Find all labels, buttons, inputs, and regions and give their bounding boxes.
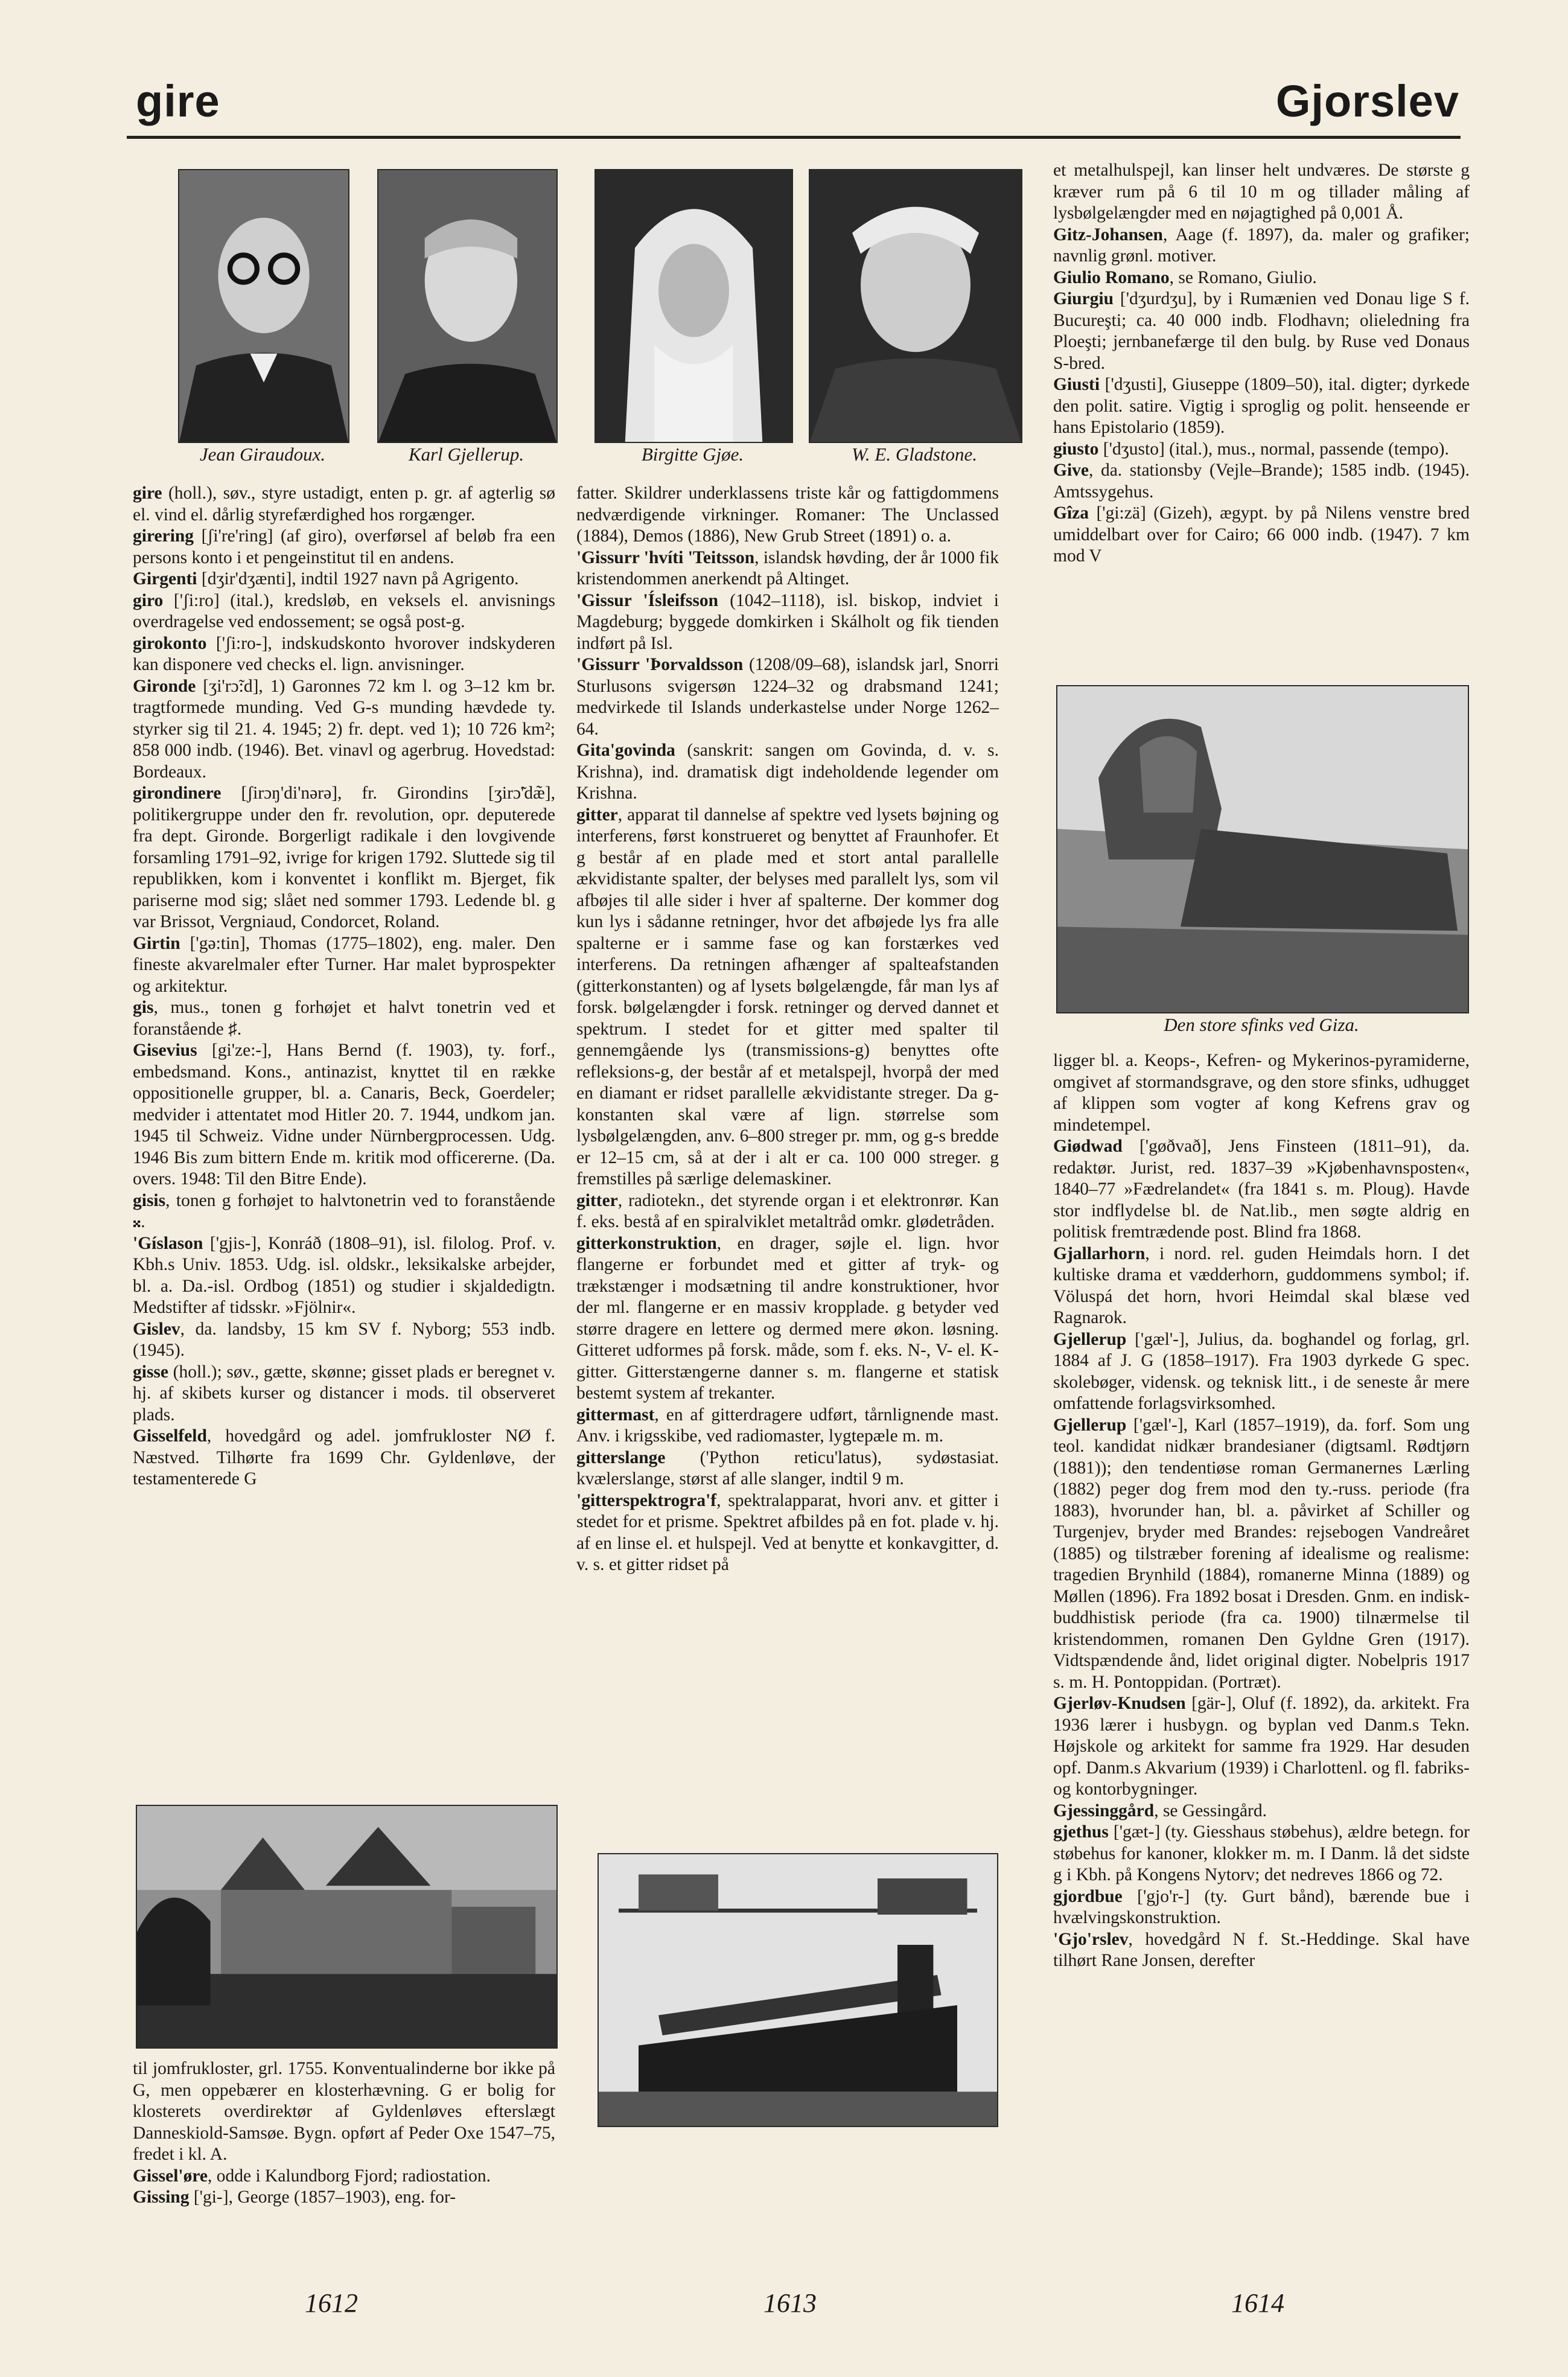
guide-word-left: gire [136,76,220,126]
entry-gjellerup-julius: Gjellerup ['gæl'-], Julius, da. boghandel og forlag, grl. 1884 af J. G (1858–1917). Fra 1903 dyrkede G spec. skolebøger, vidensk. og teknisk litt., i de seneste år mere omfattende forlagsvirksomhed. [1053,1329,1470,1413]
entry-gitterkonstruktion: gitterkonstruktion, en drager, søjle el. lign. hvor flangerne er forbundet med et gitter af tryk- og trækstænger i modsætning til andre konstruktioner, hvor der ml. flangerne er en massiv kropplade. g betyder ved større dragere en lettere og dermed mere økon. løsning. Gitteret udformes på forsk. måde, som f. eks. N-, V- el. K-gitter. Gitterstængerne danner s. m. flangerne et statisk bestemt system af trekanter. [576,1233,999,1403]
entry-gjellerup-karl: Gjellerup ['gæl'-], Karl (1857–1919), da. forf. Som ung teol. kandidat nidkær brandesianer (digtsaml. Rødtjørn (1881)); den tendentiøse roman Germanernes Lærling (1882) peger dog frem mod den ty.-russ. periode (fra 1883), hvorunder han, bl. a. påvirket af Schiller og Turgenjev, bryder med Brandes: rejsebogen Vandreåret (1885) og tilstræber forening af idealisme og realisme: tragedien Brynhild (1884), romanerne Minna (1889) og Møllen (1896). Fra 1892 bosat i Dresden. Gnm. en indisk-buddhistisk periode (fra ca. 1900) tilnærmelse til kristendommen, romanen Den Gyldne Gren (1917). Vidtspændende ånd, lidet original digter. Nobelpris 1917 s. m. H. Pontoppidan. (Portræt). [1053,1415,1470,1692]
portrait-giraudoux [178,169,349,443]
entry-gislason: 'Gíslason ['gjis-], Konráð (1808–91), isl. filolog. Prof. v. Kbh.s Univ. 1853. Udg. isl. oldskr., leksikalske arbejder, bl. a. Da.-isl. Ordbog (1851) og studier i skjaldedigtn. Medstifter af tidsskr. »Fjölnir«. [133,1233,555,1317]
entry-giza: Gîza ['gi:zä] (Gizeh), ægypt. by på Nilens venstre bred umiddelbart over for Cairo; 66 000 indb. (1947). 7 km mod V [1053,503,1470,566]
entry-gisse: gisse (holl.); søv., gætte, skønne; gisset plads er beregnet v. hj. af skibets kurser og distancer i mods. til observeret plads. [133,1362,555,1425]
portrait-gjellerup [377,169,558,443]
entry-give: Give, da. stationsby (Vejle–Brande); 1585 indb. (1945). Amtssygehus. [1053,461,1470,502]
page-number-1614: 1614 [1231,2288,1284,2318]
entry-gironde: Gironde [ʒi'rɔ̃:d], 1) Garonnes 72 km l. og 3–12 km br. tragtformede munding. Ved G-s munding hævdede ty. styrker sig til 21. 4. 1945; 2) fr. dept. ved 1); 10 726 km²; 858 000 indb. (1946). Bet. vinavl og agerbrug. Hovedstad: Bordeaux. [133,676,555,782]
column-3 [1053,160,1470,567]
guide-word-right: Gjorslev [1275,76,1459,126]
entry-gissurr-thorvaldsson: 'Gissurr 'Þorvaldsson (1208/09–68), islandsk jarl, Snorri Sturlusons svigersøn 1224–32 og drabsmand 1241; medvirkede til Islands underkastelse under Norge 1262–64. [576,655,999,739]
entry-girokonto: girokonto ['ʃi:ro-], indskudskonto hvorover indskyderen kan disponere ved checks el. lign. anvisninger. [133,633,555,674]
entry-gitterslange: gitterslange ('Python reticu'latus), sydøstasiat. kvælerslange, størst af alle slanger, indtil 9 m. [576,1447,999,1488]
caption-giraudoux: Jean Giraudoux. [199,444,326,465]
photo-spectrograph [598,1853,998,2127]
entry-gissurr-hviti: 'Gissurr 'hvíti 'Teitsson, islandsk høvding, der år 1000 fik kristendommen anerkendt på Altinget. [576,547,999,589]
column-1 [133,483,555,1490]
entry-gitterspektrograf-cont: et metalhulspejl, kan linser helt undværes. De største g kræver rum på 6 til 10 m og tillader måling af lysbølgelængder med en nøjagtighed på 0,001 Å. [1053,161,1470,223]
entry-gittermast: gittermast, en af gitterdragere udført, tårnlignende mast. Anv. i krigsskibe, ved radiomaster, lygtepæle m. m. [576,1405,999,1446]
entry-gioedwad: Giødwad ['gøðvað], Jens Finsteen (1811–91), da. redaktør. Jurist, red. 1837–39 »Kjøbenhavnsposten«, 1840–77 »Fædrelandet« (fra 1841 s. m. Ploug). Havde stor indflydelse bl. de Nat.lib., men søgte aldrig en politisk fremtrædende post. Blind fra 1868. [1053,1137,1470,1242]
entry-gissing: Gissing ['gi-], George (1857–1903), eng. for- [133,2187,456,2207]
header-rule [127,136,1461,139]
entry-gitz-johansen: Gitz-Johansen, Aage (f. 1897), da. maler og grafiker; navnlig grønl. motiver. [1053,225,1470,266]
caption-sphinx: Den store sfinks ved Giza. [1164,1014,1359,1035]
entry-giurgiu: Giurgiu ['dʒurdʒu], by i Rumænien ved Donau lige S f. Bucureşti; ca. 40 000 indb. Flodhavn; olieledning fra Ploeşti; jernbanefærge til den bulg. by Ruse ved Donaus S-bred. [1053,289,1470,373]
entry-girtin: Girtin ['gə:tin], Thomas (1775–1802), eng. maler. Den fineste akvarelmaler efter Turner. Har malet byprospekter og arkitektur. [133,933,555,996]
column-3-continued [1053,1050,1470,1972]
entry-giro: giro ['ʃi:ro] (ital.), kredsløb, en veksels el. anvisnings overdragelse ved endossement; se også post-g. [133,590,555,631]
page-number-1613: 1613 [763,2288,817,2318]
entry-gjessinggaard: Gjessinggård, se Gessingård. [1053,1801,1267,1820]
entry-giza-cont: ligger bl. a. Keops-, Kefren- og Mykerinos-pyramiderne, omgivet af stormandsgrave, og den store sfinks, udhugget af klippen som vogter af kong Kefrens grav og mindetempel. [1053,1051,1470,1135]
portrait-gladstone [809,169,1022,443]
entry-gisselfeld-cont: til jomfrukloster, grl. 1755. Konventualinderne bor ikke på G, men oppebærer en klosterhævning. G er bolig for klosterets overdirektør af Gyldenløves efterslægt Danneskiold-Samsøe. Bygn. opført af Peder Oxe 1547–75, fredet i kl. A. [133,2059,555,2164]
entry-gisselfeld: Gisselfeld, hovedgård og adel. jomfrukloster NØ f. Næstved. Tilhørte fra 1699 Chr. Gyldenløve, der testamenterede G [133,1426,555,1488]
entry-gjallarhorn: Gjallarhorn, i nord. rel. guden Heimdals horn. I det kultiske drama et vædderhorn, guddommens symbol; if. Völuspá det horn, hvori Heimdal skal blæse ved Ragnarok. [1053,1243,1470,1327]
entry-gisis: gisis, tonen g forhøjet to halvtonetrin ved to foranstående 𝄪. [133,1190,555,1231]
entry-gire: gire (holl.), søv., styre ustadigt, enten p. gr. af agterlig sø el. vind el. dårlig styrefærdighed hos rorgænger. [133,483,555,525]
photo-sphinx [1056,685,1469,1013]
entry-giusto: giusto ['dʒusto] (ital.), mus., normal, passende (tempo). [1053,439,1449,459]
page-number-1612: 1612 [305,2288,358,2318]
entry-gissing-cont: fatter. Skildrer underklassens triste kår og fattigdommens nedværdigende virkninger. Romaner: The Unclassed (1884), Demos (1886), New Grub Street (1891) o. a. [576,483,999,546]
entry-gitter-1: gitter, apparat til dannelse af spektre ved lysets bøjning og interferens, først konstrueret og benyttet af Fraunhofer. Et g består af en plade med et stort antal parallelle ækvidistante spalter, der belyses med parallelt lys, som vil afbøjes til alle sider i hver af spalterne. Der kommer dog kun lys i sådanne retninger, hvor det afbøjede lys fra alle spalterne er i samme fase og kan forstærkes ved interferens. Da retningen afhænger af spalteafstanden (gitterkonstanten) og af lysets bølgelængde, får man lys af forsk. bølgelængder i forsk. retninger og derved dannet et spektrum. I stedet for et gitter med spalter til gennemgående lys (transmissions-g) benyttes ofte refleksions-g, der består af et metalspejl, hvorpå der med en diamant er ridset parallelle ækvidistante streger. Da g-konstanten skal være af lign. størrelse som lysbølgelængden, anv. 6–800 streger pr. mm, og g-s bredde er 12–15 cm, så at der i alt er ca. 100 000 streger. g fremstilles på særlige delemaskiner. [576,805,999,1188]
entry-gisseloere: Gissel'øre, odde i Kalundborg Fjord; radiostation. [133,2166,491,2186]
entry-giulio-romano: Giulio Romano, se Romano, Giulio. [1053,267,1317,287]
entry-gjordbue: gjordbue ['gjo'r-] (ty. Gurt bånd), bærende bue i hvælvingskonstruktion. [1053,1886,1470,1927]
entry-gitterspektrograf: 'gitterspektrogra'f, spektralapparat, hvori anv. et gitter i stedet for et prisme. Spektret afbildes på en fot. plade v. hj. af en linse el. et hulspejl. Ved at benytte et konkavgitter, d. v. s. et gitter ridset på [576,1490,999,1574]
column-2 [576,483,999,1576]
column-1-continued [133,2058,555,2209]
entry-giusti: Giusti ['dʒusti], Giuseppe (1809–50), ital. digter; dyrkede den polit. satire. Vigtig i sproglig og polit. henseende er hans Epistolario (1859). [1053,375,1470,437]
entry-gis: gis, mus., tonen g forhøjet et halvt tonetrin ved et foranstående ♯. [133,998,555,1039]
photo-gisselfeld [136,1805,558,2049]
entry-gjethus: gjethus ['gæt-] (ty. Giesshaus støbehus), ældre betegn. for støbehus for kanoner, klokker m. m. I Danm. lå det sidste g i Kbh. på Kongens Nytorv; det nedreves 1866 og 72. [1053,1822,1470,1884]
entry-gissur-isleifsson: 'Gissur 'Ísleifsson (1042–1118), isl. biskop, indviet i Magdeburg; byggede domkirken i Skálholt og fik tienden indført på Isl. [576,590,999,653]
caption-gladstone: W. E. Gladstone. [851,444,978,465]
caption-gjellerup: Karl Gjellerup. [408,444,524,465]
entry-gislev: Gislev, da. landsby, 15 km SV f. Nyborg; 553 indb. (1945). [133,1319,555,1360]
entry-girondinere: girondinere [ʃirɔŋ'di'nərə], fr. Girondins [ʒirɔ̃'dæ̃], politikergruppe under den fr. revolution, opr. deputerede fra dept. Gironde. Borgerligt radikale i den lovgivende forsamling 1791–92, ivrige for krigen 1792. Sluttede sig til republikken, kom i konventet i konflikt m. Bjerget, fik pariserne mod sig; slået ned sommer 1793. Ledende bl. g var Brissot, Vergniaud, Condorcet, Roland. [133,783,555,931]
entry-gisevius: Gisevius [gi'ze:-], Hans Bernd (f. 1903), ty. forf., embedsmand. Kons., antinazist, knyttet til en række oppositionelle grupper, bl. a. Canaris, Beck, Goerdeler; medvider i attentatet mod Hitler 20. 7. 1944, undkom jan. 1945 til Schweiz. Vidne under Nürnbergprocessen. Udg. 1946 Bis zum bittern Ende m. kritik mod officererne. (Da. overs. 1948: Til den Bitre Ende). [133,1041,555,1188]
entry-gitter-2: gitter, radiotekn., det styrende organ i et elektronrør. Kan f. eks. bestå af en spiralviklet metaltråd omkr. glødetråden. [576,1190,999,1231]
entry-girering: girering [ʃi're'ring] (af giro), overførsel af beløb fra een persons konto i et pengeinstitut til en andens. [133,526,555,567]
entry-girgenti: Girgenti [dʒir'dʒænti], indtil 1927 navn på Agrigento. [133,569,519,589]
portrait-gjoe [594,169,793,443]
caption-gjoe: Birgitte Gjøe. [641,444,744,465]
entry-gjerloev-knudsen: Gjerløv-Knudsen [gär-], Oluf (f. 1892), da. arkitekt. Fra 1936 lærer i husbygn. og byplan ved Danm.s Tekn. Højskole og arkitekt for samme fra 1929. Har desuden opf. Danm.s Akvarium (1939) i Charlottenl. og fl. fabriks- og kontorbygninger. [1053,1694,1470,1799]
entry-gitagovinda: Gita'govinda (sanskrit: sangen om Govinda, d. v. s. Krishna), ind. dramatisk digt indeholdende legender om Krishna. [576,741,999,803]
entry-gjorslev: 'Gjo'rslev, hovedgård N f. St.-Heddinge. Skal have tilhørt Rane Jonsen, derefter [1053,1929,1470,1970]
